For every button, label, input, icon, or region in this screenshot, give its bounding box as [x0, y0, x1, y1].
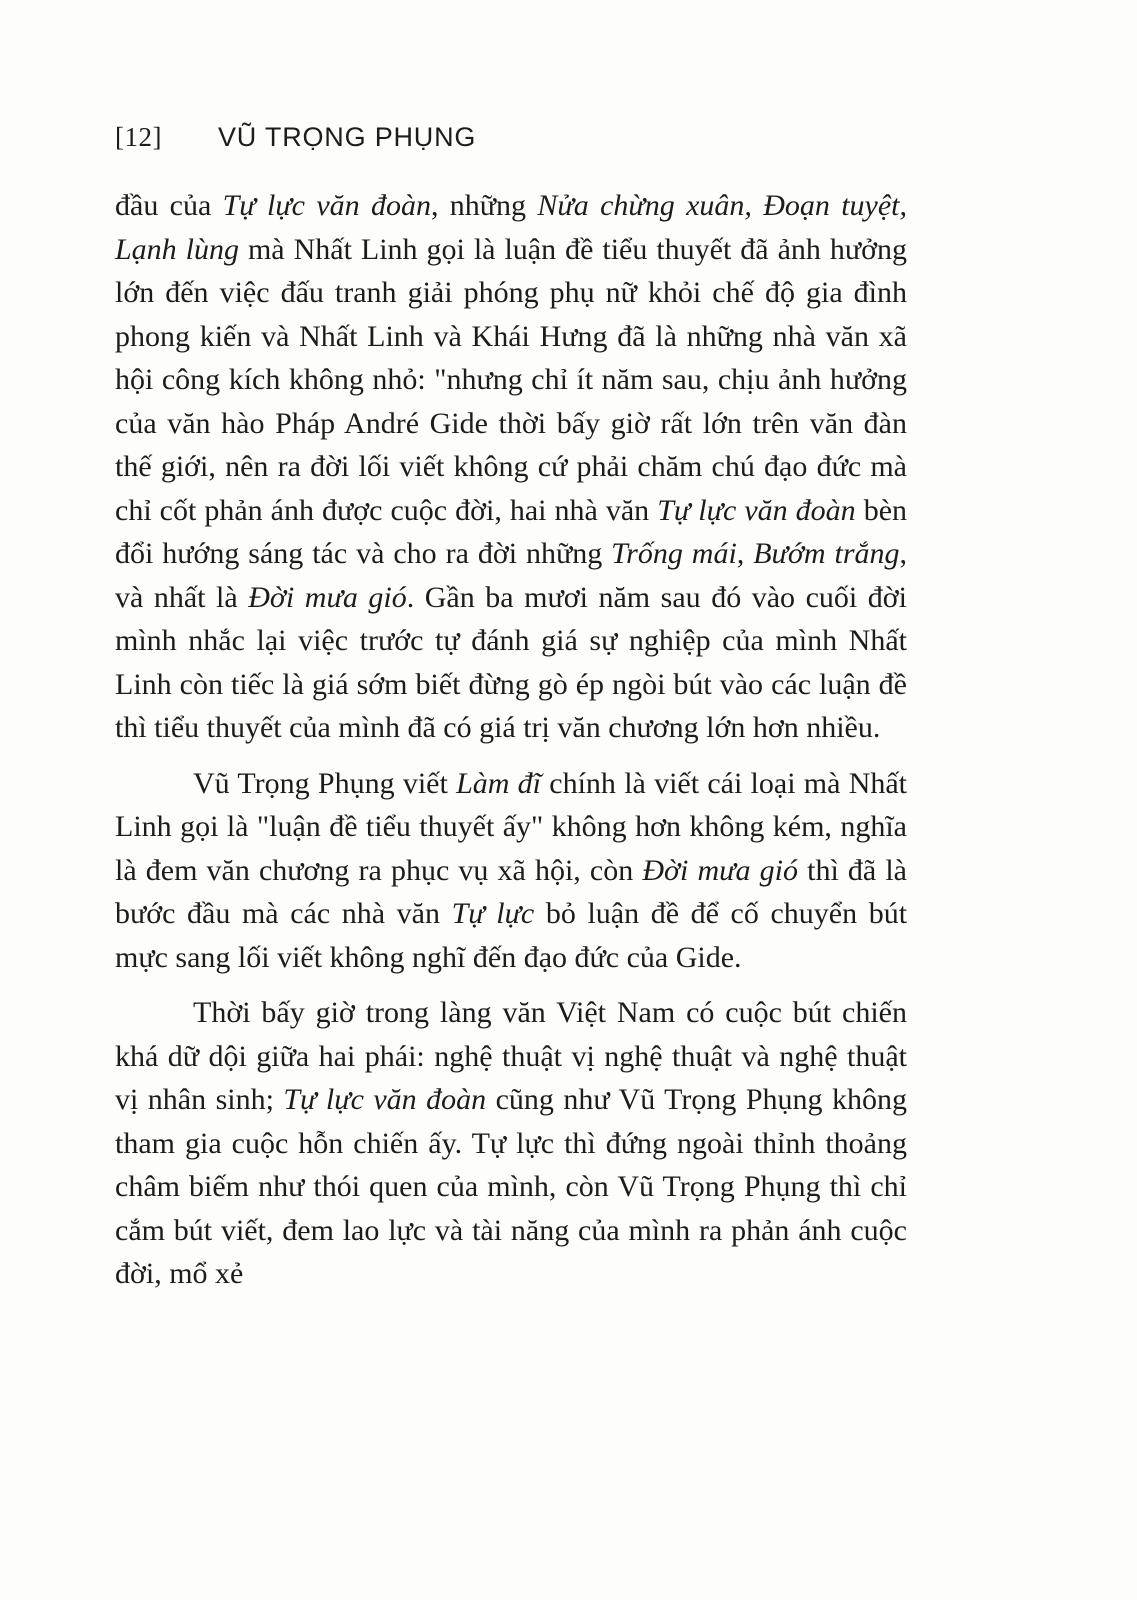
italic-text-run: Nửa chừng xuân, Đoạn tuyệt, Lạnh lùng [115, 189, 908, 266]
paragraph [115, 184, 907, 750]
text-run: , và nhất là [115, 537, 908, 614]
paragraph [115, 991, 907, 1296]
text-run: bỏ luận đề để cố chuyển bút mực sang lối viết không nghĩ đến đạo đức của Gide. [115, 897, 908, 974]
paragraph [115, 762, 907, 980]
italic-text-run: Đời mưa gió [248, 580, 407, 614]
text-run: , những [430, 189, 538, 222]
page-number: [12] [115, 122, 162, 152]
text-run: mà Nhất Linh gọi là luận đề tiểu thuyết đã ảnh hưởng lớn đến việc đấu tranh giải phóng phụ nữ khỏi chế độ gia đình phong kiến và Nhất Linh và Khái Hưng đã là những nhà văn xã hội công kích không nhỏ: "nhưng chỉ ít năm sau, chịu ảnh hưởng của văn hào Pháp André Gide thời bấy giờ rất lớn trên văn đàn thế giới, nên ra đời lối viết không cứ phải chăm chú đạo đức mà chỉ cốt phản ánh được cuộc đời, hai nhà văn [115, 232, 907, 527]
italic-text-run: Làm đĩ [456, 766, 542, 800]
text-run: bèn đổi hướng sáng tác và cho ra đời những [115, 493, 908, 570]
text-run: Thời bấy giờ trong làng văn Việt Nam có cuộc bút chiến khá dữ dội giữa hai phái: nghệ thuật vị nghệ thuật và nghệ thuật vị nhân sinh; [115, 996, 907, 1116]
text-run: Vũ Trọng Phụng viết [193, 766, 457, 800]
italic-text-run: Tự lực [451, 897, 535, 930]
italic-text-run: Trống mái, Bướm trắng [611, 537, 900, 570]
italic-text-run: Đời mưa gió [642, 853, 798, 887]
text-run: cũng như Vũ Trọng Phụng không tham gia cuộc hỗn chiến ấy. Tự lực thì đứng ngoài thỉnh thoảng châm biếm như thói quen của mình, còn Vũ Trọng Phụng thì chỉ cắm bút viết, đem lao lực và tài năng của mình ra phản ánh cuộc đời, mổ xẻ [115, 1083, 908, 1290]
italic-text-run: Tự lực văn đoàn [657, 493, 856, 527]
text-run: . Gần ba mươi năm sau đó vào cuối đời mình nhắc lại việc trước tự đánh giá sự nghiệp của mình Nhất Linh còn tiếc là giá sớm biết đừng gò ép ngòi bút vào các luận đề thì tiểu thuyết của mình đã có giá trị văn chương lớn hơn nhiều. [115, 580, 907, 744]
text-run: chính là viết cái loại mà Nhất Linh gọi là "luận đề tiểu thuyết ấy" không hơn không kém, nghĩa là đem văn chương ra phục vụ xã hội, còn [115, 766, 908, 887]
italic-text-run: Tự lực văn đoàn [283, 1083, 487, 1116]
running-title: VŨ TRỌNG PHỤNG [217, 122, 477, 152]
text-run: đầu của [115, 189, 223, 222]
italic-text-run: Tự lực văn đoàn [222, 189, 431, 222]
body-text [115, 184, 907, 1296]
running-header [115, 122, 907, 153]
text-run: thì đã là bước đầu mà các nhà văn [115, 853, 908, 930]
